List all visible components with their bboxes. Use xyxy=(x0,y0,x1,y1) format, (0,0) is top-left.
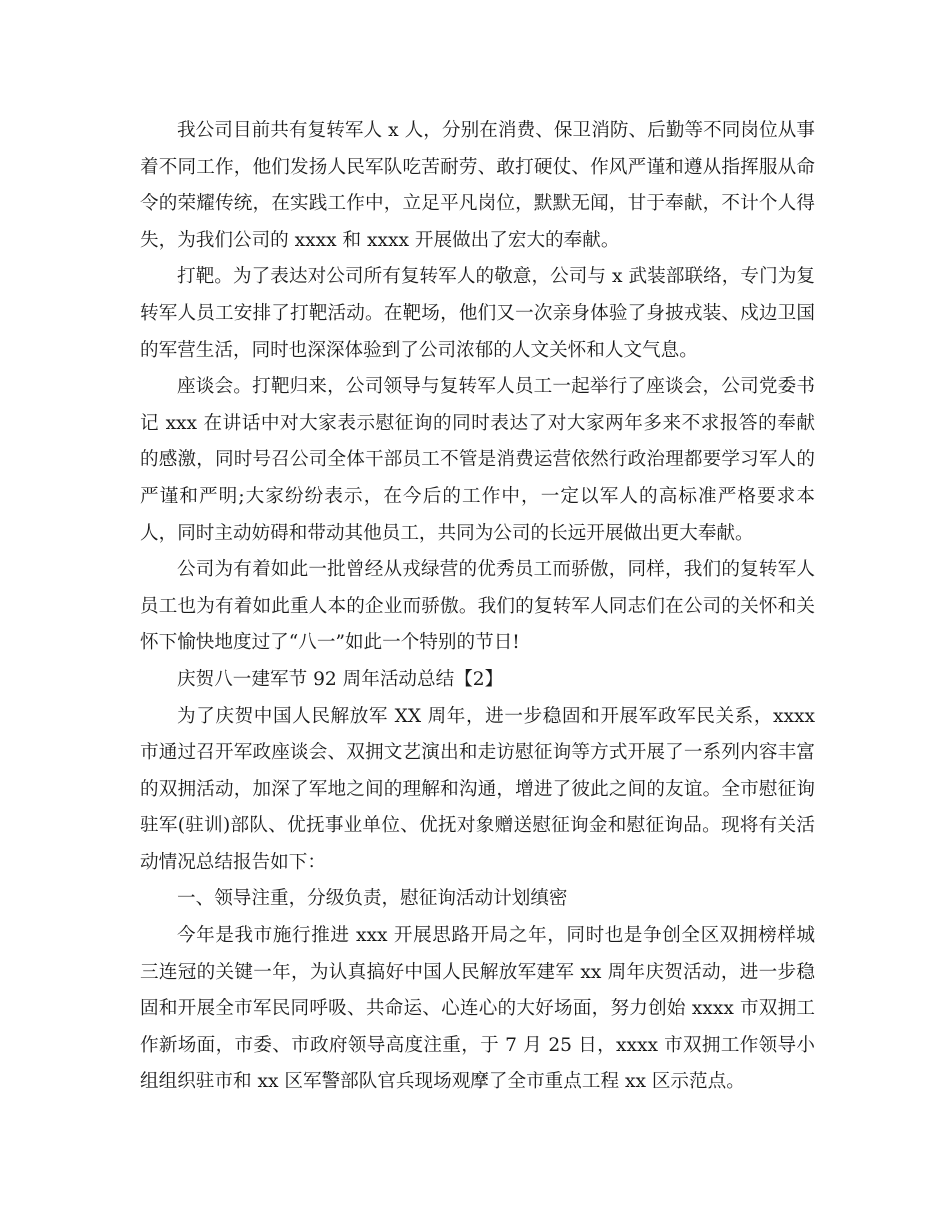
subheading-leadership: 一、领导注重，分级负责，慰征询活动计划缜密 xyxy=(177,888,568,910)
paragraph-veterans-intro: 我公司目前共有复转军人 x 人，分别在消费、保卫消防、后勤等不同岗位从事着不同工作，他们发扬人民军队吃苦耐劳、敢打硬仗、作风严谨和遵从指挥服从命令的荣耀传统，在实践工作中，立足平凡岗位，默默无闻，甘于奉献，不计个人得失，为我们公司的 xxxx 和 xxxx 开展做出了宏大的奉献。 xyxy=(140,120,815,251)
paragraph-shooting-activity: 打靶。为了表达对公司所有复转军人的敬意，公司与 x 武装部联络，专门为复转军人员工安排了打靶活动。在靶场，他们又一次亲身体验了身披戎装、戍边卫国的军营生活，同时也深深体验到了公司浓郁的人文关怀和人文气息。 xyxy=(140,266,815,361)
paragraph-pride: 公司为有着如此一批曾经从戎绿营的优秀员工而骄傲，同样，我们的复转军人员工也为有着如此重人本的企业而骄傲。我们的复转军人同志们在公司的关怀和关怀下愉快地度过了“八一”如此一个特别的节日! xyxy=(140,559,815,654)
paragraph-symposium: 座谈会。打靶归来，公司领导与复转军人员工一起举行了座谈会，公司党委书记 xxx 在讲话中对大家表示慰征询的同时表达了对大家两年多来不求报答的奉献的感激，同时号召公司全体干部员工不管是消费运营依然行政治理都要学习军人的严谨和严明;大家纷纷表示，在今后的工作中，一定以军人的高标准严格要求本人，同时主动妨碍和带动其他员工，共同为公司的长远开展做出更大奉献。 xyxy=(140,376,815,544)
paragraph-city-plan: 今年是我市施行推进 xxx 开展思路开局之年，同时也是争创全区双拥榜样城三连冠的关键一年，为认真搞好中国人民解放军建军 xx 周年庆贺活动，进一步稳固和开展全市军民同呼吸、共命运、心连心的大好场面，努力创始 xxxx 市双拥工作新场面，市委、市政府领导高度注重，于 7 月 25 日，xxxx 市双拥工作领导小组组织驻市和 xx 区军警部队官兵现场观摩了全市重点工程 xx 区示范点。 xyxy=(140,925,815,1093)
paragraph-celebration-overview: 为了庆贺中国人民解放军 XX 周年，进一步稳固和开展军政军民关系，xxxx 市通过召开军政座谈会、双拥文艺演出和走访慰征询等方式开展了一系列内容丰富的双拥活动，加深了军地之间的理解和沟通，增进了彼此之间的友谊。全市慰征询驻军(驻训)部队、优抚事业单位、优抚对象赠送慰征询金和慰征询品。现将有关活动情况总结报告如下： xyxy=(140,705,815,873)
section-heading-summary-2: 庆贺八一建军节 92 周年活动总结【2】 xyxy=(177,668,504,690)
document-body xyxy=(140,113,815,1101)
